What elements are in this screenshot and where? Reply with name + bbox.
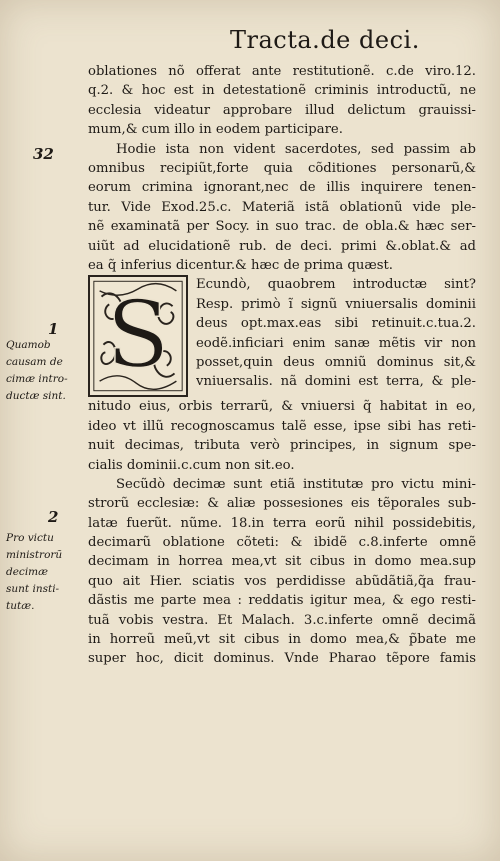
text-line: omnibus recipiũt,forte quia cõditiones personarũ,&: [88, 160, 476, 176]
text-line: super hoc, dicit dominus. Vnde Pharao tẽpore famis: [88, 651, 476, 667]
margin-note-line: decimæ: [6, 566, 48, 578]
margin-number-2: 2: [48, 508, 59, 526]
text-line: decimam in horrea mea,vt sit cibus in domo mea.sup: [88, 554, 476, 570]
text-line: ea q̃ inferius dicentur.& hæc de prima quæst.: [88, 257, 393, 273]
text-line: cialis dominii.c.cum non sit.eo.: [88, 457, 295, 473]
text-line: ideo vt illũ recognoscamus talẽ esse, ipse sibi has reti-: [88, 418, 476, 434]
text-line: latæ fuerũt. nũme. 18.in terra eorũ nihil possidebitis,: [88, 515, 476, 531]
running-header: Tracta.de deci.: [230, 26, 420, 54]
text-line: dãstis me parte mea : reddatis igitur mea, & ego resti-: [88, 593, 476, 609]
text-line: ecclesia videatur approbare illud delictum grauissi-: [88, 102, 476, 118]
text-line: quo ait Hier. sciatis vos perdidisse abũdãtiã,q̃a frau-: [88, 573, 476, 589]
text-line: eorum crimina ignorant,nec de illis inquirere tenen-: [88, 180, 476, 196]
text-line: in horreũ meũ,vt sit cibus in domo mea,& p̃bate me: [88, 632, 476, 648]
ornament-icon: [90, 277, 186, 395]
text-line: nuit decimas, tributa verò principes, in signum spe-: [88, 438, 476, 454]
text-line: Resp. primò ĩ signũ vniuersalis dominii: [196, 296, 476, 312]
dropcap-letter: S: [106, 280, 170, 389]
text-line: nẽ examinatã per Socy. in suo trac. de obla.& hæc ser-: [88, 219, 476, 235]
text-line: posset,quin deus omniũ dominus sit,&: [196, 354, 476, 370]
text-line: Hodie ista non vident sacerdotes, sed passim ab: [116, 141, 476, 157]
margin-note-line: Quamob: [6, 339, 51, 351]
margin-note-reasons: [6, 337, 82, 405]
text-line: tuã vobis vestra. Et Malach. 3.c.inferte omnẽ decimã: [88, 612, 476, 628]
main-text: [88, 62, 476, 669]
margin-note-line: sunt insti-: [6, 583, 60, 595]
margin-number-32: 32: [33, 145, 54, 163]
text-line: strorũ ecclesiæ: & aliæ possesiones eis tẽporales sub-: [88, 496, 476, 512]
text-line: decimarũ oblatione cõteti: & ibidẽ c.8.inferte omnẽ: [88, 535, 476, 551]
margin-note-line: cimæ intro-: [6, 373, 68, 385]
margin-note-line: Pro victu: [6, 532, 54, 544]
text-line: eodẽ.inficiari enim sanæ mẽtis vir non: [196, 335, 476, 351]
text-line: mum,& cum illo in eodem participare.: [88, 122, 343, 138]
text-line: vniuersalis. nã domini est terra, & ple-: [196, 374, 476, 390]
margin-note-line: ductæ sint.: [6, 390, 66, 402]
text-line: Secũdò decimæ sunt etiã institutæ pro victu mini-: [116, 476, 476, 492]
margin-number-1: 1: [48, 320, 59, 338]
dropcap-paragraph: [88, 275, 476, 397]
margin-note-line: causam de: [6, 356, 63, 368]
text-line: tur. Vide Exod.25.c. Materiã istã oblationũ vide ple-: [88, 199, 476, 215]
margin-note-line: tutæ.: [6, 600, 35, 612]
margin-note-line: ministrorũ: [6, 549, 63, 561]
margin-note-ministers: [6, 530, 82, 615]
decorated-initial-s: [88, 275, 188, 397]
dropcap-side-lines: [196, 275, 476, 397]
text-line: nitudo eius, orbis terrarũ, & vniuersi q̃ habitat in eo,: [88, 399, 476, 415]
text-line: Ecundò, quaobrem introductæ sint?: [196, 277, 476, 293]
text-line: q.2. & hoc est in detestationẽ criminis introductũ, ne: [88, 83, 476, 99]
text-line: oblationes nõ offerat ante restitutionẽ. c.de viro.12.: [88, 64, 476, 79]
text-line: deus opt.max.eas sibi retinuit.c.tua.2.: [196, 316, 476, 332]
text-line: uiũt ad elucidationẽ rub. de deci. primi &.oblat.& ad: [88, 238, 476, 254]
